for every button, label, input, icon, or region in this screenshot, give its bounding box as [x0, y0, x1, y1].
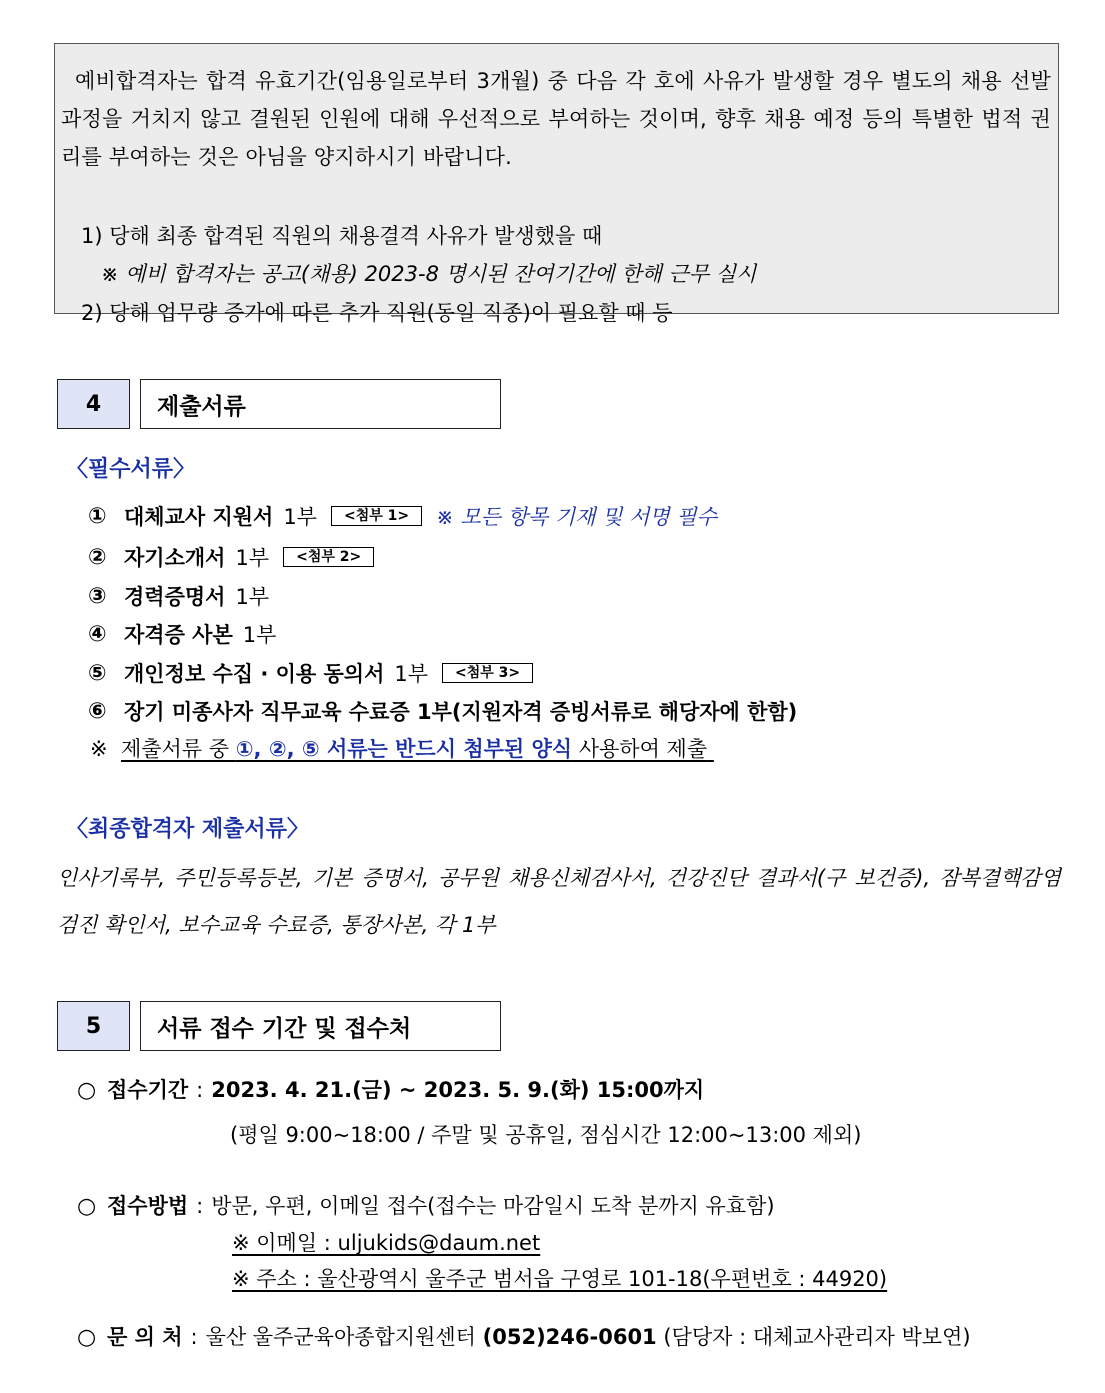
section-5-number: 5 — [57, 1001, 130, 1051]
bullet-circle-icon: ○ — [77, 1325, 97, 1350]
item-name: 개인정보 수집 · 이용 동의서 — [124, 662, 385, 686]
contact-phone: (052)246-0601 — [482, 1325, 657, 1349]
attachment-badge: <첨부 2> — [283, 547, 374, 567]
item-name: 대체교사 지원서 — [124, 505, 274, 529]
note-highlight: ①, ②, ⑤ 서류는 반드시 첨부된 양식 — [235, 737, 573, 761]
item-count: 1부 — [235, 585, 270, 609]
item-count: 1부 — [283, 505, 317, 529]
item-note: ※ 모든 항목 기재 및 서명 필수 — [436, 505, 717, 529]
item-name: 장기 미종사자 직무교육 수료증 1부(지원자격 증빙서류로 해당자에 한함) — [124, 700, 798, 724]
method-row: ○ 접수방법 : 방문, 우편, 이메일 접수(접수는 마감일시 도착 분까지 유효함) — [77, 1190, 775, 1220]
item-count: 1부 — [242, 623, 277, 647]
attachment-badge: <첨부 3> — [442, 663, 533, 683]
note-underlined — [121, 737, 714, 761]
item-name: 자기소개서 — [124, 546, 226, 570]
notice-condition-1-note: ※ 예비 합격자는 공고(채용) 2023-8 명시된 잔여기간에 한해 근무 실시 — [101, 262, 757, 286]
final-docs-heading: 〈최종합격자 제출서류〉 — [66, 817, 309, 842]
period-sub: (평일 9:00~18:00 / 주말 및 공휴일, 점심시간 12:00~13:00 제외) — [230, 1123, 862, 1147]
required-docs-heading: 〈필수서류〉 — [66, 457, 196, 482]
bullet-circle-icon: ○ — [77, 1194, 97, 1219]
item-count: 1부 — [235, 546, 270, 570]
contact-org: 울산 울주군육아종합지원센터 — [205, 1325, 483, 1349]
required-item-6 — [88, 696, 797, 726]
address-line: ※ 주소 : 울산광역시 울주군 범서읍 구영로 101-18(우편번호 : 44920) — [232, 1267, 888, 1291]
notice-paragraph — [61, 62, 1051, 176]
final-docs-list: 인사기록부, 주민등록등본, 기본 증명서, 공무원 채용신체검사서, 건강진단 결과서(구 보건증), 잠복결핵감염 검진 확인서, 보수교육 수료증, 통장사본, 각 1부 — [57, 866, 1061, 937]
item-name: 경력증명서 — [124, 585, 226, 609]
contact-row: ○ 문 의 처 : 울산 울주군육아종합지원센터 (052)246-0601 (담당자 : 대체교사관리자 박보연) — [77, 1321, 971, 1351]
method-value: 방문, 우편, 이메일 접수(접수는 마감일시 도착 분까지 유효함) — [211, 1194, 775, 1218]
note-after: 사용하여 제출 — [572, 737, 708, 761]
notice-box — [54, 43, 1059, 325]
item-name: 자격증 사본 — [124, 623, 233, 647]
contact-person: (담당자 : 대체교사관리자 박보연) — [656, 1325, 971, 1349]
attachment-badge: <첨부 1> — [331, 506, 422, 526]
section-5-title: 서류 접수 기간 및 접수처 — [140, 1001, 501, 1051]
notice-condition-2: 2) 당해 업무량 증가에 따른 추가 직원(동일 직종)이 필요할 때 등 — [81, 301, 673, 325]
item-number: ① — [88, 503, 107, 529]
method-label: 접수방법 — [107, 1194, 189, 1218]
email-link[interactable]: ※ 이메일 : uljukids@daum.net — [232, 1231, 541, 1255]
required-docs-note — [90, 733, 714, 763]
required-item-4 — [88, 619, 276, 649]
section-4-title: 제출서류 — [140, 379, 501, 429]
item-number: ④ — [88, 621, 107, 647]
required-item-1 — [88, 501, 717, 531]
notice-paragraph-text: 예비합격자는 합격 유효기간(임용일로부터 3개월) 중 다음 각 호에 사유가 발생할 경우 별도의 채용 선발과정을 거치지 않고 결원된 인원에 대해 우선적으로 부여하는 것이며, 향후 채용 예정 등의 특별한 법적 권리를 부여하는 것은 아님을 양지하시기 바랍니다. — [61, 69, 1051, 169]
period-value: 2023. 4. 21.(금) ~ 2023. 5. 9.(화) 15:00까지 — [211, 1078, 705, 1102]
bullet-circle-icon: ○ — [77, 1078, 97, 1103]
period-row: ○ 접수기간 : 2023. 4. 21.(금) ~ 2023. 5. 9.(화) 15:00까지 — [77, 1074, 704, 1104]
section-4-number: 4 — [57, 379, 130, 429]
required-item-5 — [88, 658, 533, 688]
item-number: ⑥ — [88, 698, 107, 724]
required-item-2 — [88, 542, 374, 572]
item-number: ② — [88, 544, 107, 570]
note-before: 제출서류 중 — [120, 737, 236, 761]
item-count: 1부 — [394, 662, 429, 686]
item-number: ⑤ — [88, 660, 107, 686]
item-number: ③ — [88, 583, 107, 609]
notice-condition-1: 1) 당해 최종 합격된 직원의 채용결격 사유가 발생했을 때 — [81, 224, 603, 248]
note-mark: ※ — [90, 737, 108, 761]
contact-label: 문 의 처 — [107, 1325, 183, 1349]
required-item-3 — [88, 581, 269, 611]
period-label: 접수기간 — [107, 1078, 189, 1102]
